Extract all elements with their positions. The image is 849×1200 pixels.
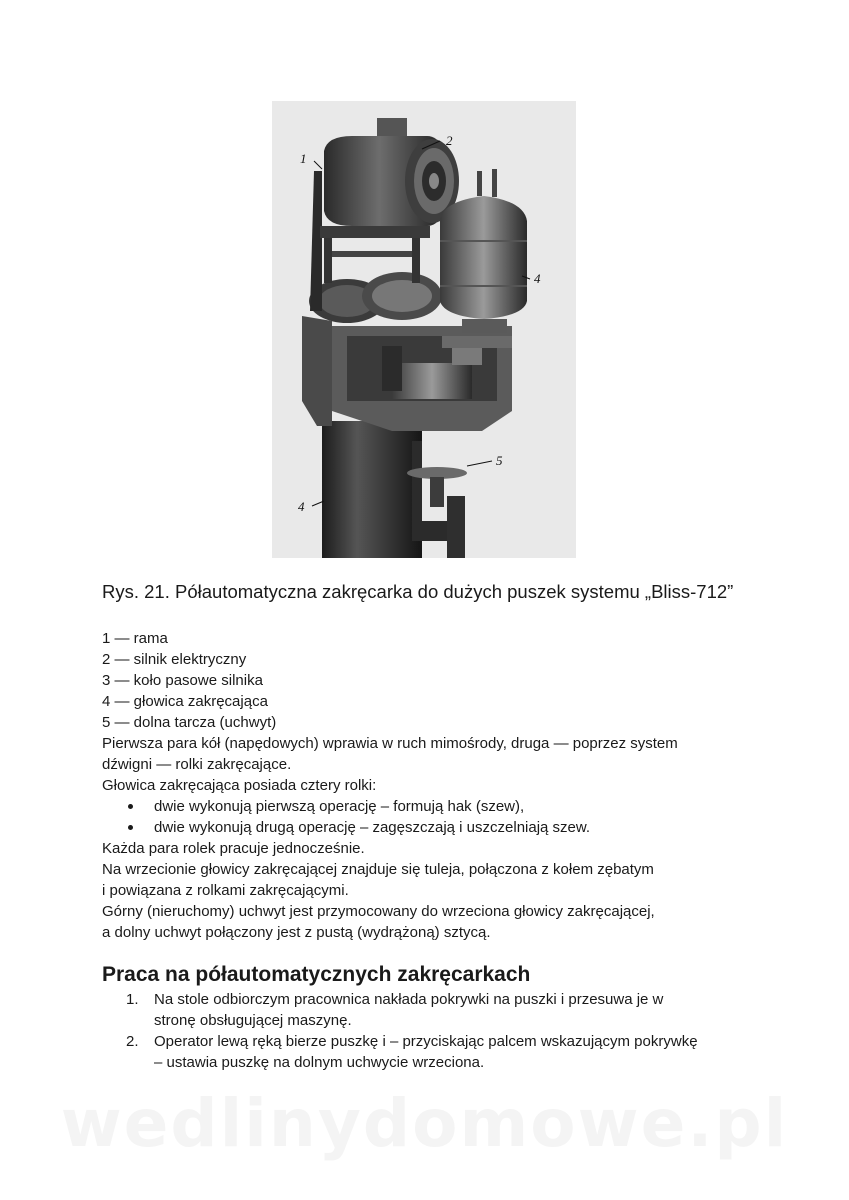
label-4-column: 4 [298, 499, 305, 514]
body-text [102, 733, 752, 943]
label-1: 1 [300, 151, 307, 166]
label-2: 2 [446, 133, 453, 148]
legend-item: 5 — dolna tarcza (uchwyt) [102, 714, 277, 731]
step-line: stronę obsługującej maszynę. [154, 1012, 352, 1029]
watermark: wedlinydomowe.pl [60, 1085, 789, 1162]
motor-terminal-box [377, 118, 407, 136]
seaming-head [440, 196, 527, 319]
step-line: Operator lewą ręką bierze puszkę i – przyciskając palcem wskazującym pokrywkę [154, 1033, 698, 1050]
step-number: 2. [126, 1033, 139, 1050]
section-heading: Praca na półautomatycznych zakręcarkach [102, 963, 531, 986]
list-item: dwie wykonują drugą operację – zagęszczają i uszczelniają szew. [154, 817, 752, 838]
step-item [102, 989, 762, 1031]
label-5: 5 [496, 453, 503, 468]
machine-illustration [272, 101, 576, 558]
paragraph-line: i powiązana z rolkami zakręcającymi. [102, 882, 349, 899]
paragraph-line: Pierwsza para kół (napędowych) wprawia w ruch mimośrody, druga — poprzez system [102, 735, 678, 752]
legend-item: 2 — silnik elektryczny [102, 651, 247, 668]
step-line: Na stole odbiorczym pracownica nakłada pokrywki na puszki i przesuwa je w [154, 991, 664, 1008]
numbered-steps [102, 989, 762, 1073]
legend-item: 1 — rama [102, 630, 168, 647]
paragraph-line: a dolny uchwyt połączony jest z pustą (wydrążoną) sztycą. [102, 924, 491, 941]
step-line: – ustawia puszkę na dolnym uchwycie wrzeciona. [154, 1054, 485, 1071]
paragraph-line: Górny (nieruchomy) uchwyt jest przymocowany do wrzeciona głowicy zakręcającej, [102, 903, 655, 920]
figure-caption: Rys. 21. Półautomatyczna zakręcarka do dużych puszek systemu „Bliss-712” [102, 581, 734, 602]
figure-legend [102, 628, 752, 733]
machine-figure [272, 101, 576, 558]
label-4-head: 4 [534, 271, 541, 286]
bullet-list [102, 796, 752, 838]
paragraph-line: Głowica zakręcająca posiada cztery rolki: [102, 777, 377, 794]
step-item [102, 1031, 762, 1073]
frame-column [322, 421, 422, 558]
paragraph-line: Na wrzecionie głowicy zakręcającej znajduje się tuleja, połączona z kołem zębatym [102, 861, 654, 878]
legend-item: 3 — koło pasowe silnika [102, 672, 263, 689]
paragraph-line: dźwigni — rolki zakręcające. [102, 756, 292, 773]
step-number: 1. [126, 991, 139, 1008]
paragraph-line: Każda para rolek pracuje jednocześnie. [102, 840, 365, 857]
legend-item: 4 — głowica zakręcająca [102, 693, 268, 710]
list-item: dwie wykonują pierwszą operację – formują hak (szew), [154, 796, 752, 817]
